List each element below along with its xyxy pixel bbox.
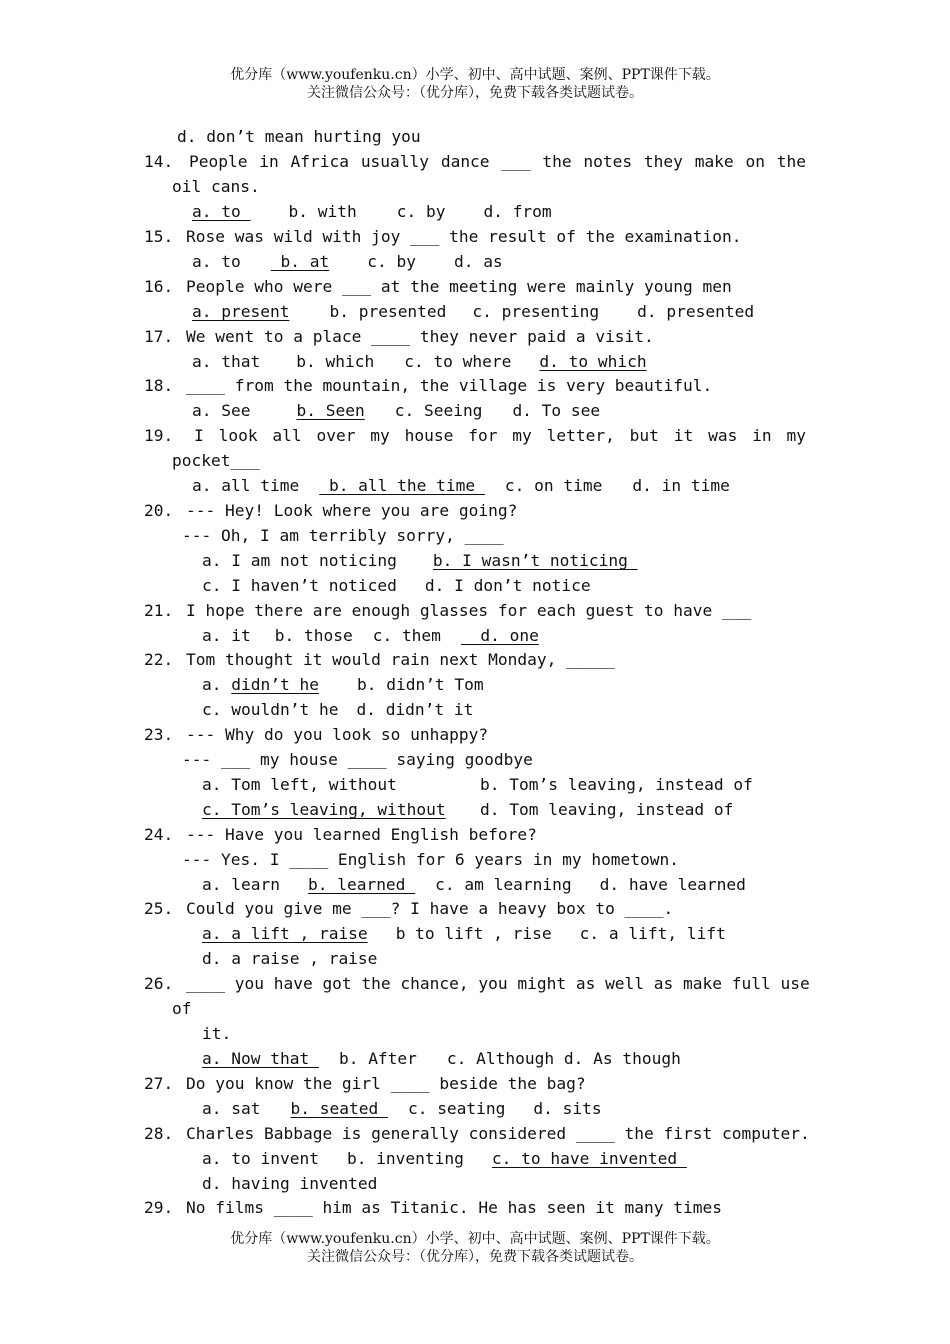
q13-option-d: d. don’t mean hurting you xyxy=(177,127,421,146)
q21-options xyxy=(202,626,539,646)
q28-option-c: c. to have invented xyxy=(491,1149,687,1168)
q28-option-d: d. having invented xyxy=(202,1174,378,1193)
q17-stem: We went to a place ____ they never paid a visit. xyxy=(186,327,654,346)
page-footer xyxy=(0,1230,950,1266)
q24-line-1: --- Have you learned English before? xyxy=(186,825,537,844)
q27-option-a: a. sat xyxy=(202,1099,261,1118)
header-line-2: 关注微信公众号：（优分库），免费下载各类试题试卷。 xyxy=(307,85,643,101)
q19-option-b: b. all the time xyxy=(319,476,485,495)
q19-options xyxy=(192,476,730,496)
q25-option-d: d. a raise , raise xyxy=(202,949,378,968)
q16-stem: People who were ___ at the meeting were mainly young men xyxy=(186,277,732,296)
q21-stem: I hope there are enough glasses for each guest to have ___ xyxy=(186,601,752,620)
q16-option-c: c. presenting xyxy=(472,302,600,321)
q20-options-cd xyxy=(202,576,591,596)
q19-option-d: d. in time xyxy=(632,476,730,495)
q21-option-b: b. those xyxy=(274,626,353,645)
q14-option-b: b. with xyxy=(288,202,357,221)
q23-number: 23. xyxy=(144,725,174,744)
q16-option-a: a. present xyxy=(192,302,290,321)
q26-option-d: d. As though xyxy=(563,1049,681,1068)
q25-option-a: a. a lift , raise xyxy=(202,924,368,943)
q29-stem: No films ____ him as Titanic. He has seen it many times xyxy=(186,1198,723,1217)
q14-stem: People in Africa usually dance ___ the notes they make on the xyxy=(189,152,806,171)
q28-number: 28. xyxy=(144,1124,174,1143)
page-header xyxy=(0,66,950,102)
q19-option-c: c. on time xyxy=(504,476,603,495)
q22-stem: Tom thought it would rain next Monday, _____ xyxy=(186,650,615,669)
q15-options xyxy=(192,252,503,272)
q21-number: 21. xyxy=(144,601,174,620)
q15-option-d: d. as xyxy=(453,252,503,271)
q22-option-c: c. wouldn’t he xyxy=(202,700,339,719)
q16-options xyxy=(192,302,754,322)
q21-option-a: a. it xyxy=(202,626,251,645)
q19-stem: I look all over my house for my letter, but it was in my xyxy=(194,426,806,445)
q26-number: 26. xyxy=(144,974,174,993)
q20-option-a: a. I am not noticing xyxy=(202,551,397,570)
q17-option-c: c. to where xyxy=(404,352,512,371)
q23-option-d: d. Tom leaving, instead of xyxy=(480,800,734,819)
q14-option-d: d. from xyxy=(483,202,552,221)
q24-option-a: a. learn xyxy=(202,875,280,894)
q27-option-b: b. seated xyxy=(290,1099,388,1118)
q26-option-c: c. Although xyxy=(446,1049,555,1068)
q24-option-b: b. learned xyxy=(307,875,416,894)
q17-number: 17. xyxy=(144,327,174,346)
q15-option-c: c. by xyxy=(367,252,416,271)
q25-stem: Could you give me ___? I have a heavy box to ____. xyxy=(186,899,674,918)
q20-number: 20. xyxy=(144,501,174,520)
q18-option-c: c. Seeing xyxy=(394,401,483,420)
q22-option-a-label: a. xyxy=(202,675,222,694)
q25-option-c: c. a lift, lift xyxy=(579,924,726,943)
q23-option-a: a. Tom left, without xyxy=(202,775,397,794)
q17-option-a: a. that xyxy=(192,352,261,371)
q20-options-ab xyxy=(202,551,638,571)
q29-number: 29. xyxy=(144,1198,174,1217)
q18-options xyxy=(192,401,600,421)
q18-number: 18. xyxy=(144,376,174,395)
q15-option-b: b. at xyxy=(270,252,330,271)
q25-option-b: b to lift , rise xyxy=(395,924,552,943)
q24-option-d: d. have learned xyxy=(599,875,746,894)
q26-stem-cont-2: it. xyxy=(202,1024,232,1043)
q26-option-a: a. Now that xyxy=(202,1049,319,1068)
q21-option-c: c. them xyxy=(372,626,441,645)
q16-option-d: d. presented xyxy=(637,302,755,321)
q22-option-b: b. didn’t Tom xyxy=(356,675,484,694)
q26-options xyxy=(202,1049,681,1069)
q23-option-b: b. Tom’s leaving, instead of xyxy=(480,775,753,794)
q27-number: 27. xyxy=(144,1074,174,1093)
footer-line-2: 关注微信公众号：（优分库），免费下载各类试题试卷。 xyxy=(307,1249,643,1265)
q19-stem-cont: pocket___ xyxy=(172,451,260,470)
q19-number: 19. xyxy=(144,426,174,445)
q17-option-d: d. to which xyxy=(539,352,647,371)
q20-line-2: --- Oh, I am terribly sorry, ____ xyxy=(182,526,504,545)
q24-options xyxy=(202,875,746,895)
q27-stem: Do you know the girl ____ beside the bag? xyxy=(186,1074,586,1093)
footer-line-1: 优分库（www.youfenku.cn）小学、初中、高中试题、案例、PPT课件下载。 xyxy=(230,1231,720,1247)
q18-stem: ____ from the mountain, the village is very beautiful. xyxy=(186,376,713,395)
q25-number: 25. xyxy=(144,899,174,918)
q14-options xyxy=(192,202,552,222)
q23-line-1: --- Why do you look so unhappy? xyxy=(186,725,489,744)
q20-option-d: d. I don’t notice xyxy=(424,576,591,595)
q27-option-c: c. seating xyxy=(407,1099,506,1118)
header-line-1: 优分库（www.youfenku.cn）小学、初中、高中试题、案例、PPT课件下载。 xyxy=(230,67,720,83)
q16-option-b: b. presented xyxy=(329,302,447,321)
q28-option-b: b. inventing xyxy=(346,1149,464,1168)
q15-stem: Rose was wild with joy ___ the result of the examination. xyxy=(186,227,742,246)
q24-line-2: --- Yes. I ____ English for 6 years in my hometown. xyxy=(182,850,680,869)
q22-option-a: didn’t he xyxy=(231,675,319,694)
q18-option-d: d. To see xyxy=(512,401,601,420)
q22-option-d: d. didn’t it xyxy=(356,700,474,719)
q28-options-abc xyxy=(202,1149,687,1169)
q22-options-ab xyxy=(202,675,484,695)
q16-number: 16. xyxy=(144,277,174,296)
q15-number: 15. xyxy=(144,227,174,246)
q26-stem-cont: of xyxy=(172,999,192,1018)
q18-option-a: a. See xyxy=(192,401,251,420)
q28-stem: Charles Babbage is generally considered ____ the first computer. xyxy=(186,1124,810,1143)
q24-option-c: c. am learning xyxy=(435,875,572,894)
q15-option-a: a. to xyxy=(192,252,241,271)
q14-number: 14. xyxy=(144,152,174,171)
q28-option-a: a. to invent xyxy=(202,1149,319,1168)
q20-option-b: b. I wasn’t noticing xyxy=(432,551,638,570)
q22-number: 22. xyxy=(144,650,174,669)
q27-option-d: d. sits xyxy=(533,1099,602,1118)
q24-number: 24. xyxy=(144,825,174,844)
q19-option-a: a. all time xyxy=(192,476,300,495)
q25-options-abc xyxy=(202,924,726,944)
q14-stem-cont: oil cans. xyxy=(172,177,260,196)
q23-option-c: c. Tom’s leaving, without xyxy=(202,800,446,819)
q14-option-a: a. to xyxy=(192,202,251,221)
q17-option-b: b. which xyxy=(296,352,375,371)
q22-options-cd xyxy=(202,700,473,720)
q20-option-c: c. I haven’t noticed xyxy=(202,576,397,595)
q20-line-1: --- Hey! Look where you are going? xyxy=(186,501,518,520)
q23-line-2: --- ___ my house ____ saying goodbye xyxy=(182,750,533,769)
q14-option-c: c. by xyxy=(396,202,446,221)
q26-stem: ____ you have got the chance, you might as well as make full use xyxy=(186,974,810,993)
q18-option-b: b. Seen xyxy=(296,401,365,420)
q26-option-b: b. After xyxy=(338,1049,417,1068)
q27-options xyxy=(202,1099,602,1119)
q21-option-d: d. one xyxy=(460,626,539,645)
q17-options xyxy=(192,352,647,372)
